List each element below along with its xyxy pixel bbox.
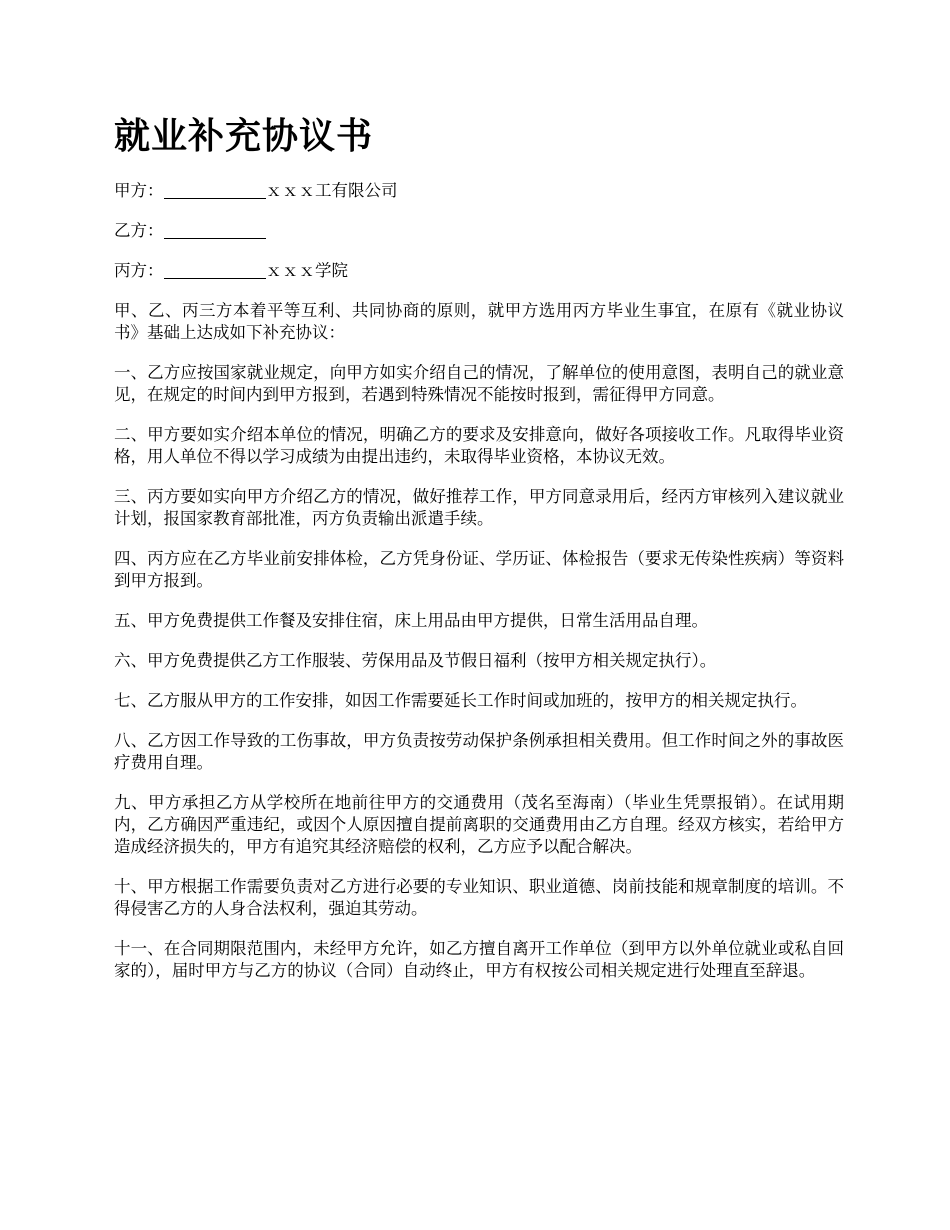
- party-c-blank: [164, 262, 266, 279]
- document-page: [114, 112, 844, 1000]
- party-b: [114, 220, 844, 242]
- clause-5: 五、甲方免费提供工作餐及安排住宿，床上用品由甲方提供，日常生活用品自理。: [114, 611, 708, 630]
- party-b-label: 乙方：: [114, 221, 164, 240]
- party-b-blank: [164, 222, 266, 239]
- clause-10: 十、甲方根据工作需要负责对乙方进行必要的专业知识、职业道德、岗前技能和规章制度的培训。不得侵害乙方的人身合法权利，强迫其劳动。: [114, 877, 844, 918]
- clause-3: 三、丙方要如实向甲方介绍乙方的情况，做好推荐工作，甲方同意录用后，经丙方审核列入建议就业计划，报国家教育部批准，丙方负责输出派遣手续。: [114, 487, 844, 528]
- party-a-blank: [164, 182, 266, 199]
- party-c: [114, 260, 844, 282]
- clause-6: 六、甲方免费提供乙方工作服装、劳保用品及节假日福利（按甲方相关规定执行）。: [114, 651, 717, 670]
- party-a-value: ｘｘｘ工有限公司: [265, 181, 398, 200]
- clause-8: 八、乙方因工作导致的工伤事故，甲方负责按劳动保护条例承担相关费用。但工作时间之外的事故医疗费用自理。: [114, 731, 844, 772]
- clause-2: 二、甲方要如实介绍本单位的情况，明确乙方的要求及安排意向，做好各项接收工作。凡取得毕业资格，用人单位不得以学习成绩为由提出违约，未取得毕业资格，本协议无效。: [114, 425, 844, 466]
- party-a: [114, 180, 844, 202]
- clause-9: 九、甲方承担乙方从学校所在地前往甲方的交通费用（茂名至海南）（毕业生凭票报销）。在试用期内，乙方确因严重违纪，或因个人原因擅自提前离职的交通费用由乙方自理。经双方核实，若给甲方造成经济损失的，甲方有追究其经济赔偿的权利，乙方应予以配合解决。: [114, 793, 844, 856]
- party-c-value: ｘｘｘ学院: [265, 261, 348, 280]
- party-c-label: 丙方：: [114, 261, 164, 280]
- intro-paragraph: 甲、乙、丙三方本着平等互利、共同协商的原则，就甲方选用丙方毕业生事宜，在原有《就业协议书》基础上达成如下补充协议：: [114, 301, 844, 342]
- clause-11: 十一、在合同期限范围内，未经甲方允许，如乙方擅自离开工作单位（到甲方以外单位就业或私自回家的），届时甲方与乙方的协议（合同）自动终止，甲方有权按公司相关规定进行处理直至辞退。: [114, 939, 844, 980]
- document-title: 就业补充协议书: [114, 116, 374, 157]
- clause-1: 一、乙方应按国家就业规定，向甲方如实介绍自己的情况，了解单位的使用意图，表明自己的就业意见，在规定的时间内到甲方报到，若遇到特殊情况不能按时报到，需征得甲方同意。: [114, 363, 844, 404]
- clause-4: 四、丙方应在乙方毕业前安排体检，乙方凭身份证、学历证、体检报告（要求无传染性疾病）等资料到甲方报到。: [114, 549, 844, 590]
- clause-7: 七、乙方服从甲方的工作安排，如因工作需要延长工作时间或加班的，按甲方的相关规定执行。: [114, 691, 807, 710]
- party-a-label: 甲方：: [114, 181, 164, 200]
